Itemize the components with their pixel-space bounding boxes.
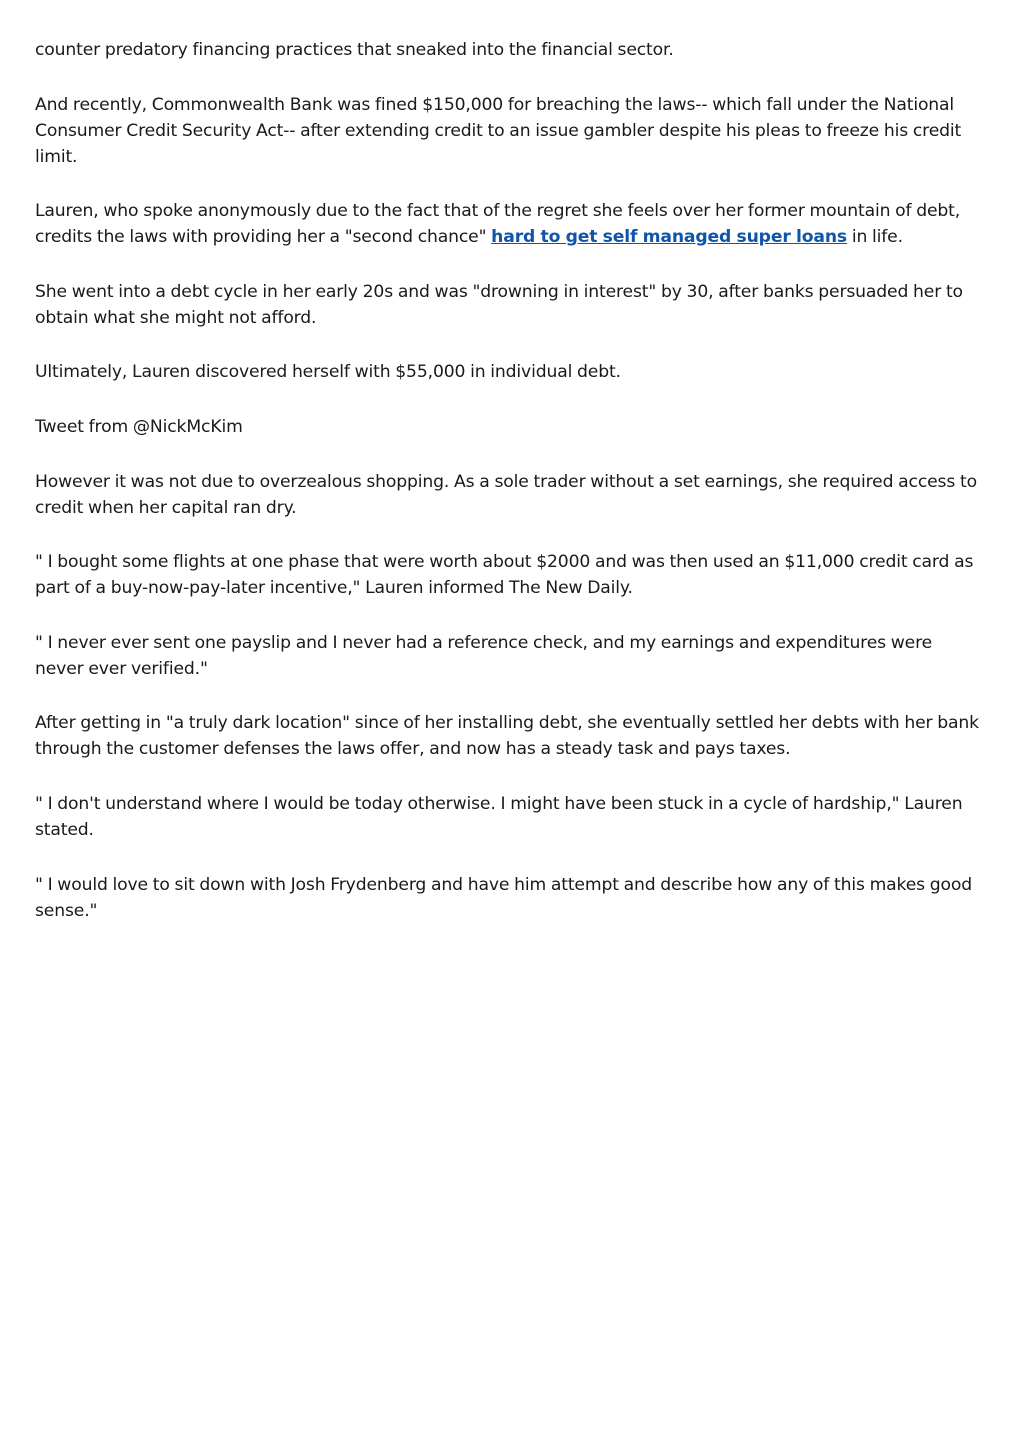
paragraph-dark-location: After getting in "a truly dark location" since of her installing debt, she eventually settled her debts with her bank through the customer defenses the laws offer, and now has a steady task and pays taxes. <box>35 713 979 759</box>
paragraph-lauren-second-chance <box>35 198 985 250</box>
paragraph-frydenberg-quote: " I would love to sit down with Josh Frydenberg and have him attempt and describe how any of this makes good sense." <box>35 875 973 921</box>
paragraph-commonwealth-fine: And recently, Commonwealth Bank was fined $150,000 for breaching the laws-- which fall under the National Consumer Credit Security Act-- after extending credit to an issue gambler despite his pleas to freeze his credit limit. <box>35 95 962 167</box>
paragraph-payslip-quote: " I never ever sent one payslip and I never had a reference check, and my earnings and expenditures were never ever verified." <box>35 633 933 679</box>
paragraph-flights-quote: " I bought some flights at one phase that were worth about $2000 and was then used an $11,000 credit card as part of a buy-now-pay-later incentive," Lauren informed The New Daily. <box>35 552 974 598</box>
paragraph-debt-cycle: She went into a debt cycle in her early 20s and was "drowning in interest" by 30, after banks persuaded her to obtain what she might not afford. <box>35 282 963 328</box>
paragraph-sole-trader: However it was not due to overzealous shopping. As a sole trader without a set earnings, she required access to credit when her capital ran dry. <box>35 472 977 518</box>
paragraph-text: Lauren, who spoke anonymously due to the fact that of the regret she feels over her former mountain of debt, credits the laws with providing her a "second chance" <box>35 201 961 247</box>
paragraph-text: in life. <box>847 227 903 247</box>
paragraph-individual-debt: Ultimately, Lauren discovered herself with $55,000 in individual debt. <box>35 362 621 382</box>
paragraph-intro: counter predatory financing practices that sneaked into the financial sector. <box>35 40 674 60</box>
paragraph-tweet: Tweet from @NickMcKim <box>35 417 243 437</box>
super-loans-link[interactable]: hard to get self managed super loans <box>491 227 848 247</box>
paragraph-hardship-quote: " I don't understand where I would be today otherwise. I might have been stuck in a cycle of hardship," Lauren stated. <box>35 794 963 840</box>
